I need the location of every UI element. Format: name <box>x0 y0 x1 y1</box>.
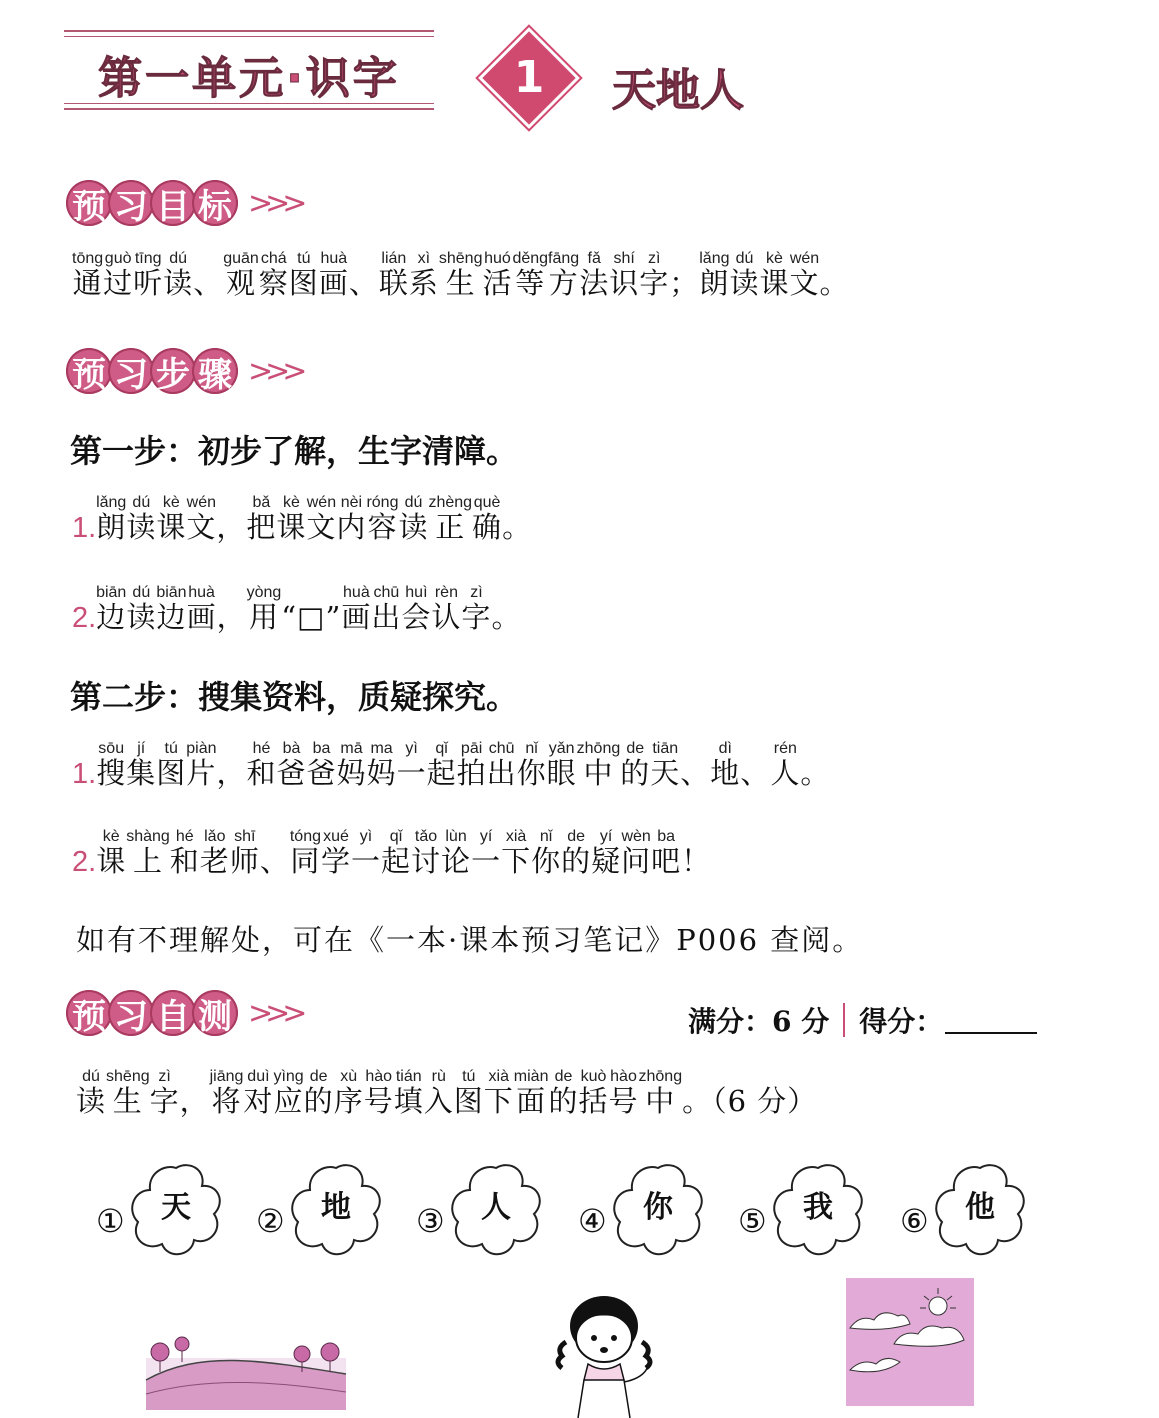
hanzi-char: 一yì <box>396 740 427 790</box>
pinyin: wén <box>789 250 820 267</box>
item-text <box>96 584 522 634</box>
pinyin: bǎ <box>246 494 277 511</box>
hanzi-char: 课kè <box>96 828 127 878</box>
pinyin: yìng <box>273 1068 304 1085</box>
hanzi-char: 括kuò <box>578 1068 609 1118</box>
hanzi-char: 课kè <box>276 494 307 544</box>
hanzi-char: 的de <box>303 1068 334 1118</box>
hanzi-char: 识shí <box>609 250 640 300</box>
hanzi-char: 内nèi <box>336 494 367 544</box>
pinyin: tōng <box>72 250 104 267</box>
pinyin <box>216 740 246 757</box>
hanzi-char: 生shēng <box>438 250 483 300</box>
section-pill-char: 预 <box>66 180 112 226</box>
hanzi-char: ， <box>180 1084 210 1118</box>
flower-number: ⑤ <box>738 1202 767 1240</box>
pinyin: biān <box>96 584 127 601</box>
hanzi-char: 天tiān <box>650 740 681 790</box>
hanzi-char: 师shī <box>229 828 260 878</box>
pinyin: huà <box>318 250 349 267</box>
chevron-icon: >>> <box>248 353 300 389</box>
hanzi-char: 、 <box>193 266 223 300</box>
hanzi-char: 。（6 分） <box>682 1084 817 1118</box>
flower-number: ④ <box>578 1202 607 1240</box>
hanzi-char: ！ <box>681 844 711 878</box>
hanzi-char: 将jiāng <box>209 1068 244 1118</box>
item-number: 2. <box>72 846 97 878</box>
chevron-icon: >>> <box>248 185 300 221</box>
pinyin: tǎo <box>411 828 442 845</box>
hanzi-char: 片piàn <box>186 740 217 790</box>
pinyin: yí <box>591 828 622 845</box>
item-number: 2. <box>72 602 97 634</box>
hanzi-char: 问wèn <box>621 828 652 878</box>
hanzi-char: 老lǎo <box>199 828 230 878</box>
hanzi-char: ； <box>669 266 699 300</box>
pinyin: kuò <box>578 1068 609 1085</box>
hanzi-char: 课kè <box>759 250 790 300</box>
pinyin: qǐ <box>381 828 412 845</box>
hanzi-char: 读dú <box>163 250 194 300</box>
hanzi-char: 学xué <box>320 828 351 878</box>
step1-item-1 <box>72 494 532 546</box>
step2-item-2 <box>72 828 711 880</box>
pinyin <box>669 250 699 267</box>
hanzi-char: 图tú <box>156 740 187 790</box>
hanzi-char: 一yì <box>351 828 382 878</box>
pinyin: dú <box>126 584 157 601</box>
pinyin: tīng <box>133 250 164 267</box>
goal-text <box>72 250 850 302</box>
pinyin: wén <box>306 494 337 511</box>
pinyin: duì <box>243 1068 274 1085</box>
flower-char: 天 <box>161 1190 191 1225</box>
pinyin: lián <box>378 250 409 267</box>
hanzi-char: 活huó <box>482 250 513 300</box>
hanzi-char: ， <box>217 600 247 634</box>
pinyin: yì <box>396 740 427 757</box>
pinyin <box>491 584 521 601</box>
hanzi-char: 观guān <box>223 250 259 300</box>
pinyin: nǐ <box>531 828 562 845</box>
pinyin <box>193 250 223 267</box>
hanzi-char: 妈ma <box>366 740 397 790</box>
pinyin: tú <box>288 250 319 267</box>
section-pill-char: 目 <box>150 180 196 226</box>
pinyin: tóng <box>289 828 321 845</box>
hanzi-char: 。 <box>491 600 521 634</box>
hanzi-char: 、 <box>260 844 290 878</box>
hanzi-char: 读dú <box>76 1068 107 1118</box>
hanzi-char: 爸bà <box>276 740 307 790</box>
hanzi-char: 把bǎ <box>246 494 277 544</box>
hanzi-char: 画huà <box>186 584 217 634</box>
pinyin: xì <box>408 250 439 267</box>
pinyin <box>681 828 711 845</box>
hanzi-char: 朗lǎng <box>699 250 730 300</box>
pinyin: shí <box>609 250 640 267</box>
hanzi-char: 认rèn <box>431 584 462 634</box>
hanzi-char: 、 <box>680 756 710 790</box>
flower-item <box>256 1160 396 1260</box>
step2-item-1 <box>72 740 830 792</box>
pinyin: kè <box>276 494 307 511</box>
pinyin <box>217 584 247 601</box>
pinyin: tiān <box>650 740 681 757</box>
pinyin: tú <box>156 740 187 757</box>
pinyin: zhèng <box>428 494 473 511</box>
pinyin: sōu <box>96 740 127 757</box>
pinyin <box>502 494 532 511</box>
hanzi-char: 号hào <box>363 1068 394 1118</box>
hanzi-char: 。 <box>800 756 830 790</box>
pinyin: kè <box>96 828 127 845</box>
hanzi-char: 中zhōng <box>576 740 621 790</box>
hanzi-char: 系xì <box>408 250 439 300</box>
score-label: 得分： <box>859 1005 944 1038</box>
pinyin: wèn <box>621 828 652 845</box>
hanzi-char: 序xù <box>333 1068 364 1118</box>
full-score: 满分：6 分 <box>688 1005 830 1038</box>
section-pill-char: 预 <box>66 348 112 394</box>
hanzi-char: 文wén <box>789 250 820 300</box>
pinyin: rén <box>770 740 801 757</box>
pinyin: dì <box>710 740 741 757</box>
pinyin: huà <box>186 584 217 601</box>
hanzi-char: 下xià <box>483 1068 514 1118</box>
step2-title: 第二步：搜集资料，质疑探究。 <box>70 678 519 716</box>
section-steps <box>66 346 299 396</box>
section-pill-char: 习 <box>108 990 154 1036</box>
hanzi-char: 吧ba <box>651 828 682 878</box>
hanzi-char: 面miàn <box>513 1068 549 1118</box>
pinyin <box>680 740 710 757</box>
pinyin: zhōng <box>576 740 621 757</box>
pinyin: zì <box>639 250 670 267</box>
pinyin <box>682 1068 817 1085</box>
hanzi-char: 同tóng <box>289 828 321 878</box>
score-blank[interactable] <box>945 1006 1037 1034</box>
lesson-title: 天地人 <box>612 65 744 116</box>
pinyin: nèi <box>336 494 367 511</box>
hanzi-char: 人rén <box>770 740 801 790</box>
pinyin: wén <box>186 494 217 511</box>
pinyin: huì <box>401 584 432 601</box>
hanzi-char: 读dú <box>729 250 760 300</box>
pinyin: zì <box>149 1068 180 1085</box>
hanzi-char: 中zhōng <box>638 1068 683 1118</box>
pinyin: kè <box>759 250 790 267</box>
hanzi-char: 朗lǎng <box>96 494 127 544</box>
hanzi-char: 听tīng <box>133 250 164 300</box>
pinyin <box>281 584 341 601</box>
flower-item <box>578 1160 718 1260</box>
pinyin: ma <box>366 740 397 757</box>
flower-char: 地 <box>321 1190 351 1225</box>
score-divider <box>843 1003 845 1037</box>
hanzi-char: 字zì <box>461 584 492 634</box>
pinyin: lǎng <box>699 250 730 267</box>
flower-char: 他 <box>965 1190 995 1225</box>
pinyin <box>820 250 850 267</box>
hanzi-char: 和hé <box>169 828 200 878</box>
pinyin: děng <box>512 250 549 267</box>
pinyin: biān <box>156 584 187 601</box>
flower-number: ⑥ <box>900 1202 929 1240</box>
hanzi-char: 字zì <box>149 1068 180 1118</box>
pinyin: de <box>548 1068 579 1085</box>
hanzi-char: 、 <box>349 266 379 300</box>
flower-item <box>900 1160 1040 1260</box>
hanzi-char: 论lùn <box>441 828 472 878</box>
hanzi-char: 的de <box>620 740 651 790</box>
section-pill-char: 骤 <box>192 348 238 394</box>
pinyin: qǐ <box>426 740 457 757</box>
pinyin: shēng <box>106 1068 150 1085</box>
pinyin: mā <box>336 740 367 757</box>
reference-note: 如有不理解处，可在《一本·课本预习笔记》P006 查阅。 <box>76 923 864 957</box>
flower-item <box>96 1160 236 1260</box>
item-number: 1. <box>72 758 97 790</box>
hanzi-char: 正zhèng <box>428 494 473 544</box>
hanzi-char: ， <box>216 756 246 790</box>
hanzi-char: ， <box>216 510 246 544</box>
pinyin <box>216 494 246 511</box>
pinyin: yǎn <box>546 740 577 757</box>
pinyin: xué <box>320 828 351 845</box>
girl-illustration <box>548 1290 660 1418</box>
hanzi-char: 会huì <box>401 584 432 634</box>
lesson-number: 1 <box>513 52 545 103</box>
hanzi-char: 填tián <box>393 1068 424 1118</box>
pinyin: zhōng <box>638 1068 683 1085</box>
pinyin: huó <box>482 250 513 267</box>
pinyin: què <box>472 494 503 511</box>
hanzi-char: 地dì <box>710 740 741 790</box>
pinyin: shēng <box>438 250 483 267</box>
pinyin <box>180 1068 210 1085</box>
pinyin: hé <box>169 828 200 845</box>
hanzi-char: 的de <box>561 828 592 878</box>
hanzi-char: 方fāng <box>548 250 580 300</box>
hanzi-char: 图tú <box>453 1068 484 1118</box>
hanzi-char: 法fǎ <box>579 250 610 300</box>
pinyin <box>260 828 290 845</box>
pinyin: xià <box>483 1068 514 1085</box>
pinyin: rèn <box>431 584 462 601</box>
pinyin: lǎng <box>96 494 127 511</box>
hanzi-char: 画huà <box>318 250 349 300</box>
unit-title: 第一单元·识字 <box>98 53 400 104</box>
sky-illustration <box>846 1278 974 1406</box>
hanzi-char: 号hào <box>608 1068 639 1118</box>
hanzi-char: 一yí <box>471 828 502 878</box>
pinyin: lǎo <box>199 828 230 845</box>
hanzi-char: 入rù <box>423 1068 454 1118</box>
section-goal <box>66 178 299 228</box>
flower-item <box>738 1160 878 1260</box>
hanzi-char: 确què <box>472 494 503 544</box>
hanzi-char: 图tú <box>288 250 319 300</box>
section-test <box>66 988 299 1038</box>
hanzi-char: 你nǐ <box>516 740 547 790</box>
step1-title: 第一步：初步了解，生字清障。 <box>70 432 519 470</box>
hanzi-char: 和hé <box>246 740 277 790</box>
hanzi-char: 读dú <box>398 494 429 544</box>
hanzi-char: 画huà <box>341 584 372 634</box>
pinyin: chū <box>486 740 517 757</box>
pinyin: zì <box>461 584 492 601</box>
section-pill-char: 习 <box>108 180 154 226</box>
hanzi-char: 边biān <box>96 584 127 634</box>
hanzi-char: 生shēng <box>106 1068 150 1118</box>
pinyin <box>800 740 830 757</box>
item-number: 1. <box>72 512 97 544</box>
hanzi-char: 、 <box>740 756 770 790</box>
hanzi-char: “□” <box>281 600 341 634</box>
section-pill-char: 习 <box>108 348 154 394</box>
pinyin: yì <box>351 828 382 845</box>
hanzi-char: 容róng <box>366 494 399 544</box>
pinyin: de <box>561 828 592 845</box>
section-pill-char: 标 <box>192 180 238 226</box>
pinyin: fāng <box>548 250 580 267</box>
pinyin: lùn <box>441 828 472 845</box>
hanzi-char: 联lián <box>378 250 409 300</box>
flower-number: ② <box>256 1202 285 1240</box>
hanzi-char: 文wén <box>186 494 217 544</box>
pinyin: dú <box>126 494 157 511</box>
hanzi-char: 等děng <box>512 250 549 300</box>
section-pill-char: 预 <box>66 990 112 1036</box>
pinyin: pāi <box>456 740 487 757</box>
step1-item-2 <box>72 584 521 636</box>
pinyin: yí <box>471 828 502 845</box>
pinyin: rù <box>423 1068 454 1085</box>
pinyin: jí <box>126 740 157 757</box>
hanzi-char: 拍pāi <box>456 740 487 790</box>
flower-item <box>416 1160 556 1260</box>
pinyin <box>740 740 770 757</box>
hanzi-char: 眼yǎn <box>546 740 577 790</box>
item-text <box>96 740 831 790</box>
chevron-icon: >>> <box>248 995 300 1031</box>
hanzi-char: 边biān <box>156 584 187 634</box>
hanzi-char: 的de <box>548 1068 579 1118</box>
hanzi-char: 读dú <box>126 584 157 634</box>
pinyin: miàn <box>513 1068 549 1085</box>
flower-number: ① <box>96 1202 125 1240</box>
hanzi-char: 讨tǎo <box>411 828 442 878</box>
flower-char: 我 <box>803 1190 833 1225</box>
item-text <box>96 828 712 878</box>
test-instruction <box>76 1068 817 1120</box>
hanzi-char: 疑yí <box>591 828 622 878</box>
pinyin: chá <box>258 250 289 267</box>
pinyin: shī <box>229 828 260 845</box>
hanzi-char: 文wén <box>306 494 337 544</box>
flower-char: 你 <box>643 1190 673 1225</box>
pinyin: dú <box>729 250 760 267</box>
hanzi-char: 课kè <box>156 494 187 544</box>
land-illustration <box>140 1330 352 1412</box>
pinyin: dú <box>163 250 194 267</box>
pinyin: de <box>620 740 651 757</box>
pinyin: piàn <box>186 740 217 757</box>
pinyin: de <box>303 1068 334 1085</box>
hanzi-char: 出chū <box>371 584 402 634</box>
section-pill-char: 测 <box>192 990 238 1036</box>
flower-char: 人 <box>481 1190 511 1225</box>
pinyin: ba <box>306 740 337 757</box>
pinyin: jiāng <box>209 1068 244 1085</box>
pinyin <box>349 250 379 267</box>
pinyin: bà <box>276 740 307 757</box>
hanzi-char: 起qǐ <box>426 740 457 790</box>
pinyin: hào <box>363 1068 394 1085</box>
hanzi-char: 妈mā <box>336 740 367 790</box>
hanzi-char: 过guò <box>103 250 134 300</box>
item-text <box>96 494 533 544</box>
hanzi-char: 下xià <box>501 828 532 878</box>
flower-number: ③ <box>416 1202 445 1240</box>
hanzi-char: 。 <box>502 510 532 544</box>
pinyin: xù <box>333 1068 364 1085</box>
hanzi-char: 应yìng <box>273 1068 304 1118</box>
hanzi-char: 爸ba <box>306 740 337 790</box>
pinyin: ba <box>651 828 682 845</box>
pinyin: hé <box>246 740 277 757</box>
pinyin: yòng <box>246 584 282 601</box>
pinyin: huà <box>341 584 372 601</box>
pinyin: dú <box>398 494 429 511</box>
hanzi-char: 察chá <box>258 250 289 300</box>
hanzi-char: 用yòng <box>246 584 282 634</box>
pinyin: dú <box>76 1068 107 1085</box>
hanzi-char: 读dú <box>126 494 157 544</box>
hanzi-char: 字zì <box>639 250 670 300</box>
pinyin: nǐ <box>516 740 547 757</box>
section-pill-char: 步 <box>150 348 196 394</box>
pinyin: shàng <box>126 828 170 845</box>
pinyin: tú <box>453 1068 484 1085</box>
score-line <box>688 1000 1037 1040</box>
pinyin: chū <box>371 584 402 601</box>
pinyin: guò <box>103 250 134 267</box>
hanzi-char: 出chū <box>486 740 517 790</box>
hanzi-char: 起qǐ <box>381 828 412 878</box>
pinyin: hào <box>608 1068 639 1085</box>
hanzi-char: 对duì <box>243 1068 274 1118</box>
pinyin: xià <box>501 828 532 845</box>
hanzi-char: 你nǐ <box>531 828 562 878</box>
unit-banner <box>64 30 434 110</box>
hanzi-char: 。 <box>820 266 850 300</box>
pinyin: guān <box>223 250 259 267</box>
pinyin: fǎ <box>579 250 610 267</box>
hanzi-char: 搜sōu <box>96 740 127 790</box>
section-pill-char: 自 <box>150 990 196 1036</box>
pinyin: kè <box>156 494 187 511</box>
hanzi-char: 集jí <box>126 740 157 790</box>
hanzi-char: 上shàng <box>126 828 170 878</box>
hanzi-char: 通tōng <box>72 250 104 300</box>
pinyin: tián <box>393 1068 424 1085</box>
pinyin: róng <box>366 494 399 511</box>
